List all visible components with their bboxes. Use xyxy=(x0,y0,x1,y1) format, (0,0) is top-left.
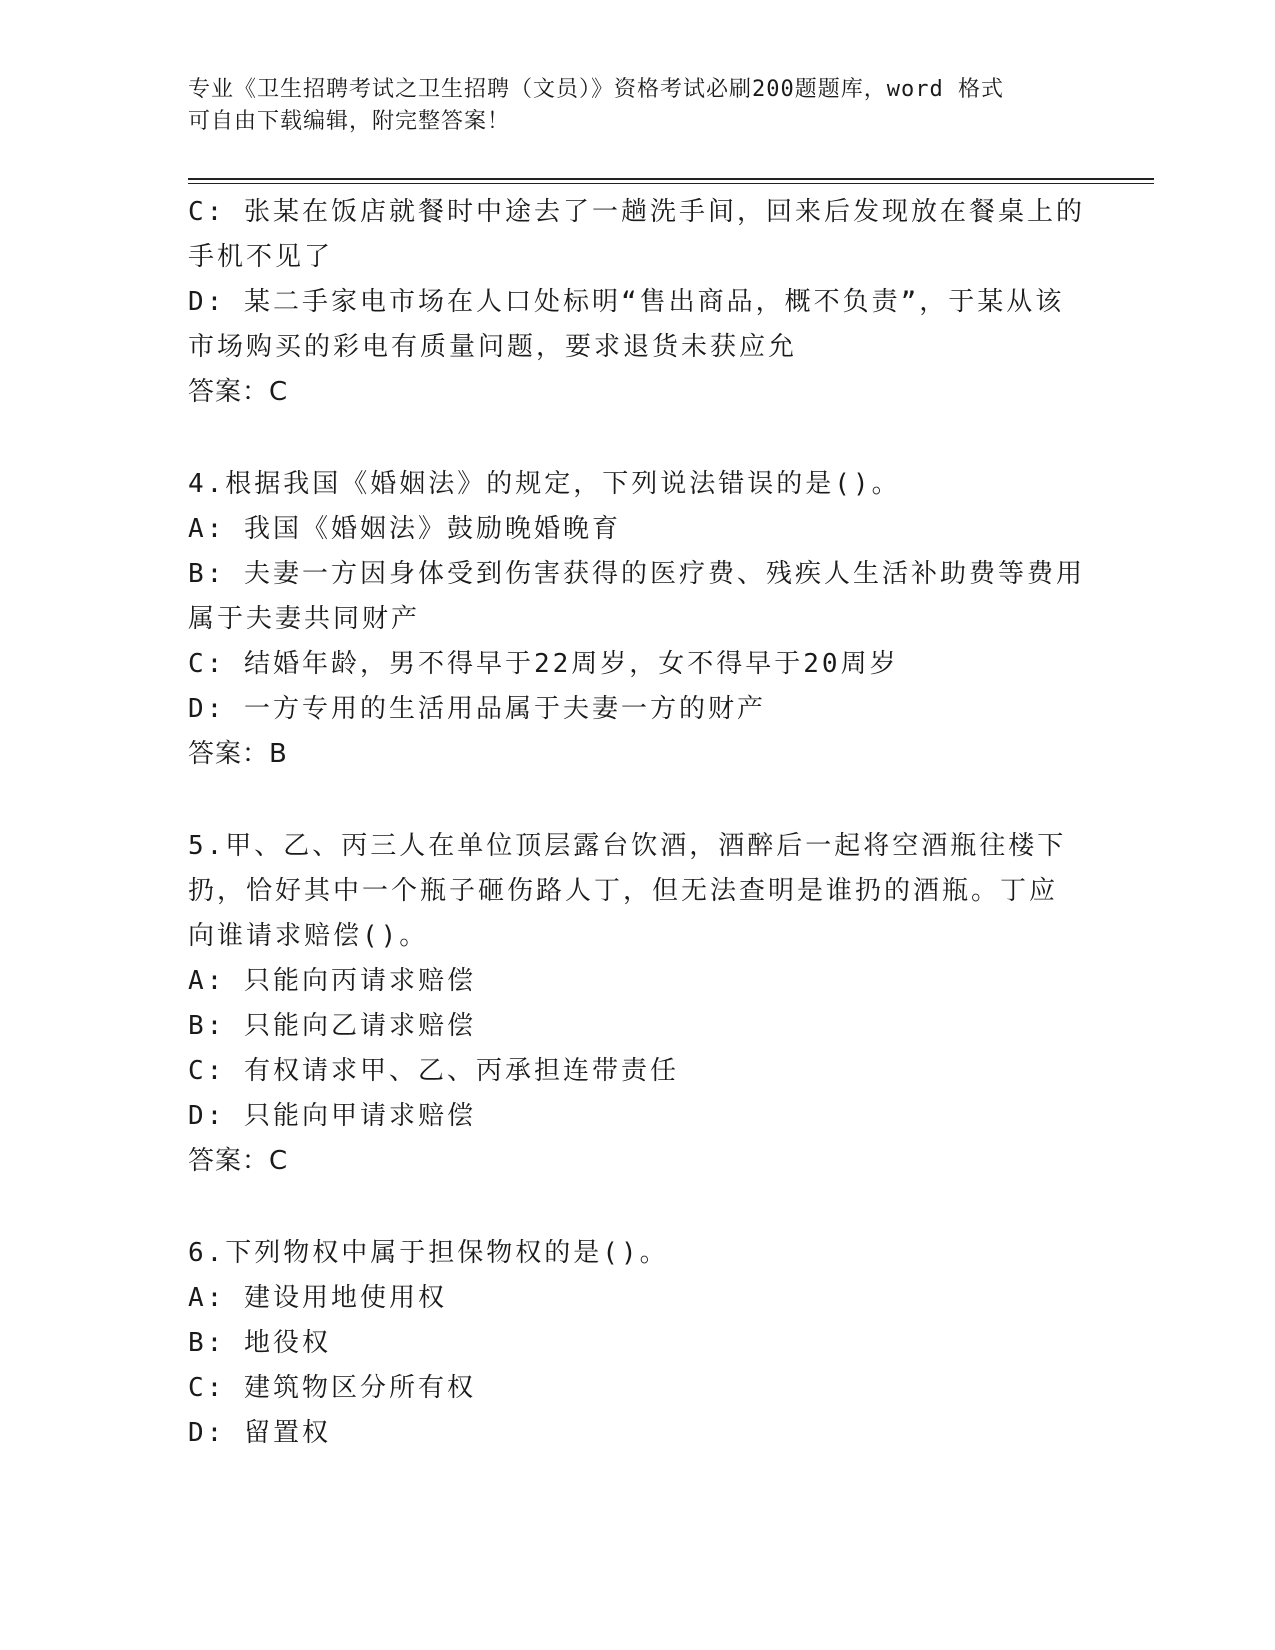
option-c-line-2: 手机不见了 xyxy=(188,242,334,272)
spacer xyxy=(188,777,1088,824)
option-d-line-2: 市场购买的彩电有质量问题，要求退货未获应允 xyxy=(188,332,798,362)
answer: 答案：C xyxy=(188,1146,289,1176)
option-c: C: 建筑物区分所有权 xyxy=(188,1373,476,1403)
option-a: A: 只能向丙请求赔偿 xyxy=(188,966,476,996)
answer: 答案：B xyxy=(188,739,288,769)
question-stem-line-3: 向谁请求赔偿()。 xyxy=(188,921,429,951)
spacer xyxy=(188,1184,1088,1231)
header-divider-thick xyxy=(188,178,1154,180)
option-d: D: 留置权 xyxy=(188,1418,331,1448)
answer: 答案：C xyxy=(188,377,289,407)
option-a: A: 我国《婚姻法》鼓励晚婚晚育 xyxy=(188,514,621,544)
option-c-line-1: C: 张某在饭店就餐时中途去了一趟洗手间，回来后发现放在餐桌上的 xyxy=(188,197,1085,227)
option-c: C: 结婚年龄，男不得早于22周岁，女不得早于20周岁 xyxy=(188,649,899,679)
question-stem-line-2: 扔，恰好其中一个瓶子砸伤路人丁，但无法查明是谁扔的酒瓶。丁应 xyxy=(188,876,1059,906)
question-stem-line-1: 5.甲、乙、丙三人在单位顶层露台饮酒，酒醉后一起将空酒瓶往楼下 xyxy=(188,831,1067,861)
option-a: A: 建设用地使用权 xyxy=(188,1283,447,1313)
question-4 xyxy=(188,462,1088,777)
question-6 xyxy=(188,1231,1088,1456)
header-title-line-2: 可自由下载编辑，附完整答案！ xyxy=(188,109,511,134)
question-stem: 4.根据我国《婚姻法》的规定，下列说法错误的是()。 xyxy=(188,469,901,499)
option-b: B: 地役权 xyxy=(188,1328,331,1358)
header-title-line-1: 专业《卫生招聘考试之卫生招聘（文员）》资格考试必刷200题题库，word 格式 xyxy=(188,77,1004,102)
question-5 xyxy=(188,824,1088,1184)
spacer xyxy=(188,415,1088,462)
option-d: D: 一方专用的生活用品属于夫妻一方的财产 xyxy=(188,694,766,724)
option-b-line-1: B: 夫妻一方因身体受到伤害获得的医疗费、残疾人生活补助费等费用 xyxy=(188,559,1085,589)
option-d-line-1: D: 某二手家电市场在人口处标明“售出商品，概不负责”，于某从该 xyxy=(188,287,1065,317)
option-d: D: 只能向甲请求赔偿 xyxy=(188,1101,476,1131)
document-header xyxy=(188,74,1068,138)
header-divider-thin xyxy=(188,183,1154,184)
option-c: C: 有权请求甲、乙、丙承担连带责任 xyxy=(188,1056,679,1086)
option-b-line-2: 属于夫妻共同财产 xyxy=(188,604,421,634)
question-3-continued xyxy=(188,190,1088,415)
question-list xyxy=(188,190,1088,1456)
question-stem: 6.下列物权中属于担保物权的是()。 xyxy=(188,1238,669,1268)
option-b: B: 只能向乙请求赔偿 xyxy=(188,1011,476,1041)
